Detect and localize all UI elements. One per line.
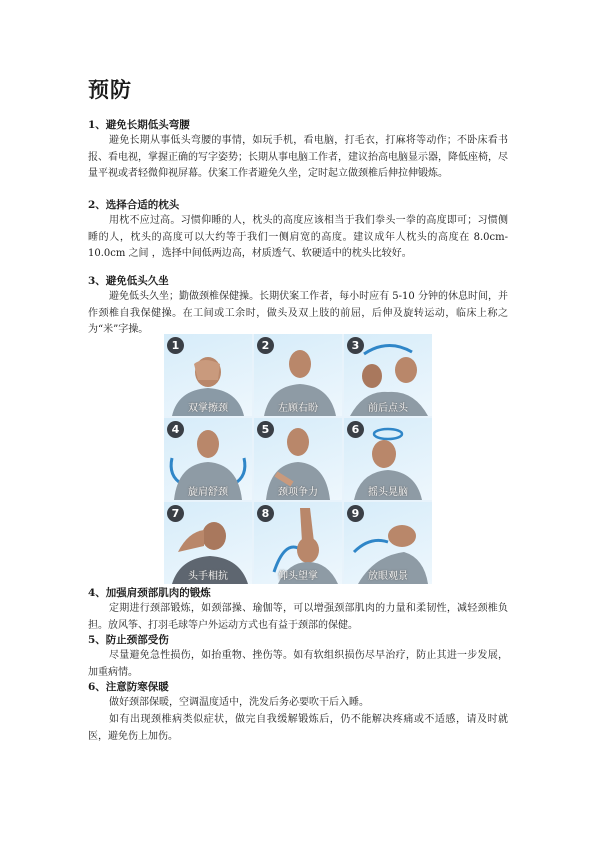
- exercise-panel: [254, 334, 342, 416]
- exercise-caption: 前后点头: [368, 403, 408, 414]
- exercise-number: 4: [167, 421, 184, 438]
- exercise-caption: 摇头晃脑: [368, 487, 408, 498]
- exercise-caption: 左顾右盼: [278, 403, 318, 414]
- section-heading: 1、避免长期低头弯腰: [88, 119, 190, 131]
- exercise-caption: 头手相抗: [188, 571, 228, 582]
- section-heading: 2、选择合适的枕头: [88, 199, 180, 211]
- exercise-caption: 旋肩舒颈: [188, 487, 228, 498]
- exercise-caption: 双掌擦颈: [188, 403, 228, 414]
- exercise-panel: [164, 334, 252, 416]
- page-title: 预防: [88, 78, 132, 102]
- exercise-panel: [344, 502, 432, 584]
- exercise-number: 6: [347, 421, 364, 438]
- exercise-panel: [164, 418, 252, 500]
- exercise-caption: 放眼观景: [368, 571, 408, 582]
- exercise-panel: [164, 502, 252, 584]
- exercise-number: 9: [347, 505, 364, 522]
- section-paragraph: 定期进行颈部锻炼，如颈部操、瑜伽等，可以增强颈部肌肉的力量和柔韧性，减轻颈椎负担。放风筝、打羽毛球等户外运动方式也有益于颈部的保健。: [88, 603, 508, 631]
- exercise-caption: 仰头望掌: [278, 571, 318, 582]
- section-heading: 5、防止颈部受伤: [88, 634, 169, 646]
- section-heading: 4、加强肩颈部肌肉的锻炼: [88, 587, 211, 599]
- section-paragraph: 做好颈部保暖，空调温度适中，洗发后务必要吹干后入睡。: [109, 697, 369, 708]
- section-paragraph: 如有出现颈椎病类似症状，做完自我缓解锻炼后，仍不能解决疼痛或不适感，请及时就医，避免伤上加伤。: [88, 714, 508, 742]
- section-paragraph: 避免长期从事低头弯腰的事情，如玩手机，看电脑，打毛衣，打麻将等动作；不卧床看书报、看电视，掌握正确的写字姿势；长期从事电脑工作者，建议抬高电脑显示器，降低座椅，尽量平视或者轻微仰视屏幕。伏案工作者避免久坐，定时起立做颈椎后伸拉伸锻炼。: [88, 135, 508, 179]
- exercise-caption: 颈项争力: [278, 487, 318, 498]
- exercise-number: 2: [257, 337, 274, 354]
- exercise-number: 8: [257, 505, 274, 522]
- exercise-number: 3: [347, 337, 364, 354]
- section-paragraph: 避免低头久坐；勤做颈椎保健操。长期伏案工作者，每小时应有 5-10 分钟的休息时间，并作颈椎自我保健操。在工间或工余时，做头及双上肢的前屈，后伸及旋转运动，临床上称之为“米”字操。: [88, 291, 508, 335]
- section-paragraph: 尽量避免急性损伤，如抬重物、挫伤等。如有软组织损伤尽早治疗，防止其进一步发展，加重病情。: [88, 650, 508, 678]
- exercise-number: 5: [257, 421, 274, 438]
- section-paragraph: 用枕不应过高。习惯仰睡的人，枕头的高度应该相当于我们拳头一拳的高度即可；习惯侧睡的人，枕头的高度可以大约等于我们一侧肩宽的高度。建议成年人枕头的高度在 8.0cm-10.0cm 之间 ，选择中间低两边高，材质透气、软硬适中的枕头比较好。: [88, 215, 508, 259]
- neck-exercise-figure: [164, 334, 432, 584]
- exercise-number: 7: [167, 505, 184, 522]
- exercise-number: 1: [167, 337, 184, 354]
- exercise-panel: [344, 418, 432, 500]
- exercise-panel: [254, 502, 342, 584]
- exercise-panel: [254, 418, 342, 500]
- section-heading: 6、注意防寒保暖: [88, 681, 169, 693]
- section-heading: 3、避免低头久坐: [88, 275, 169, 287]
- exercise-panel: [344, 334, 432, 416]
